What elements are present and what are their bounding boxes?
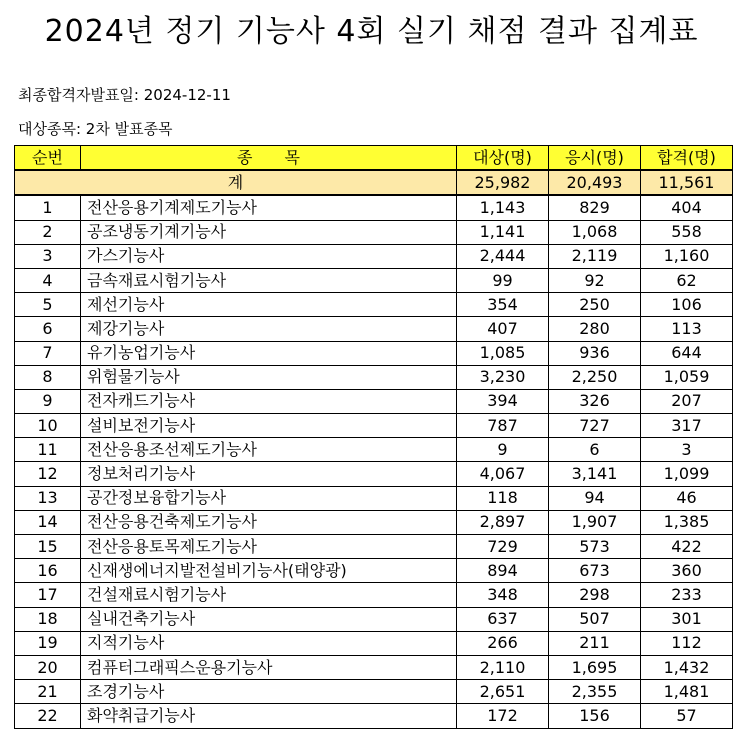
row-target: 394: [457, 389, 549, 413]
row-name: 화약취급기능사: [81, 704, 457, 728]
row-applied: 2,355: [549, 680, 641, 704]
row-passed: 113: [641, 317, 733, 341]
row-applied: 727: [549, 414, 641, 438]
row-name: 설비보전기능사: [81, 414, 457, 438]
row-applied: 673: [549, 559, 641, 583]
row-passed: 207: [641, 389, 733, 413]
row-passed: 1,099: [641, 462, 733, 486]
table-row: [15, 438, 733, 462]
table-row: [15, 607, 733, 631]
row-passed: 106: [641, 293, 733, 317]
row-target: 1,085: [457, 341, 549, 365]
row-no: 4: [15, 268, 81, 292]
table-row: [15, 195, 733, 220]
row-applied: 94: [549, 486, 641, 510]
row-name: 공조냉동기계기능사: [81, 220, 457, 244]
row-target: 4,067: [457, 462, 549, 486]
row-passed: 3: [641, 438, 733, 462]
row-target: 354: [457, 293, 549, 317]
total-applied: 20,493: [549, 170, 641, 195]
row-passed: 1,432: [641, 655, 733, 679]
row-applied: 2,250: [549, 365, 641, 389]
row-name: 제강기능사: [81, 317, 457, 341]
row-applied: 507: [549, 607, 641, 631]
row-passed: 57: [641, 704, 733, 728]
row-name: 전산응용건축제도기능사: [81, 510, 457, 534]
row-target: 637: [457, 607, 549, 631]
table-row: [15, 293, 733, 317]
total-passed: 11,561: [641, 170, 733, 195]
table-row: [15, 244, 733, 268]
row-applied: 573: [549, 535, 641, 559]
table-row: [15, 317, 733, 341]
page-title: 2024년 정기 기능사 4회 실기 채점 결과 집계표: [44, 14, 699, 49]
row-no: 2: [15, 220, 81, 244]
row-applied: 280: [549, 317, 641, 341]
row-name: 전산응용조선제도기능사: [81, 438, 457, 462]
row-target: 2,110: [457, 655, 549, 679]
row-name: 공간정보융합기능사: [81, 486, 457, 510]
row-no: 15: [15, 535, 81, 559]
row-applied: 250: [549, 293, 641, 317]
target-category: 대상종목: 2차 발표종목: [18, 120, 173, 138]
row-target: 2,897: [457, 510, 549, 534]
row-no: 8: [15, 365, 81, 389]
row-name: 전자캐드기능사: [81, 389, 457, 413]
table-row: [15, 583, 733, 607]
row-applied: 6: [549, 438, 641, 462]
row-passed: 317: [641, 414, 733, 438]
row-applied: 1,695: [549, 655, 641, 679]
row-target: 894: [457, 559, 549, 583]
row-name: 조경기능사: [81, 680, 457, 704]
total-label: 계: [15, 170, 457, 195]
announce-date: 최종합격자발표일: 2024-12-11: [18, 86, 231, 104]
row-no: 10: [15, 414, 81, 438]
row-target: 1,143: [457, 195, 549, 220]
row-passed: 1,385: [641, 510, 733, 534]
row-passed: 112: [641, 631, 733, 655]
row-passed: 558: [641, 220, 733, 244]
row-applied: 1,907: [549, 510, 641, 534]
row-name: 컴퓨터그래픽스운용기능사: [81, 655, 457, 679]
row-name: 전산응용기계제도기능사: [81, 195, 457, 220]
row-no: 1: [15, 195, 81, 220]
table-row: [15, 389, 733, 413]
column-header-applied: 응시(명): [549, 146, 641, 171]
table-row: [15, 559, 733, 583]
table-row: [15, 704, 733, 728]
row-target: 118: [457, 486, 549, 510]
row-applied: 3,141: [549, 462, 641, 486]
row-name: 위험물기능사: [81, 365, 457, 389]
row-name: 정보처리기능사: [81, 462, 457, 486]
row-passed: 1,059: [641, 365, 733, 389]
row-target: 2,444: [457, 244, 549, 268]
table-row: [15, 365, 733, 389]
row-target: 407: [457, 317, 549, 341]
total-target: 25,982: [457, 170, 549, 195]
row-passed: 62: [641, 268, 733, 292]
row-name: 지적기능사: [81, 631, 457, 655]
row-no: 16: [15, 559, 81, 583]
row-applied: 298: [549, 583, 641, 607]
row-no: 11: [15, 438, 81, 462]
row-no: 14: [15, 510, 81, 534]
table-row: [15, 414, 733, 438]
row-name: 신재생에너지발전설비기능사(태양광): [81, 559, 457, 583]
row-passed: 1,160: [641, 244, 733, 268]
results-table: [14, 145, 733, 729]
row-no: 18: [15, 607, 81, 631]
row-target: 729: [457, 535, 549, 559]
column-header-name: 종 목: [81, 146, 457, 171]
row-target: 1,141: [457, 220, 549, 244]
row-applied: 326: [549, 389, 641, 413]
table-row: [15, 655, 733, 679]
row-name: 건설재료시험기능사: [81, 583, 457, 607]
table-row: [15, 680, 733, 704]
table-row: [15, 268, 733, 292]
row-passed: 301: [641, 607, 733, 631]
table-row: [15, 462, 733, 486]
row-passed: 644: [641, 341, 733, 365]
header-row: [15, 146, 733, 171]
row-target: 3,230: [457, 365, 549, 389]
row-applied: 211: [549, 631, 641, 655]
total-row: [15, 170, 733, 195]
row-name: 유기농업기능사: [81, 341, 457, 365]
table-row: [15, 510, 733, 534]
row-no: 12: [15, 462, 81, 486]
row-no: 6: [15, 317, 81, 341]
table-row: [15, 220, 733, 244]
row-no: 7: [15, 341, 81, 365]
row-passed: 233: [641, 583, 733, 607]
table-row: [15, 486, 733, 510]
row-applied: 829: [549, 195, 641, 220]
row-name: 실내건축기능사: [81, 607, 457, 631]
row-no: 20: [15, 655, 81, 679]
row-no: 9: [15, 389, 81, 413]
row-passed: 360: [641, 559, 733, 583]
column-header-target: 대상(명): [457, 146, 549, 171]
row-name: 금속재료시험기능사: [81, 268, 457, 292]
row-passed: 1,481: [641, 680, 733, 704]
row-passed: 404: [641, 195, 733, 220]
row-target: 787: [457, 414, 549, 438]
row-applied: 156: [549, 704, 641, 728]
table-row: [15, 535, 733, 559]
row-target: 266: [457, 631, 549, 655]
row-target: 348: [457, 583, 549, 607]
row-target: 99: [457, 268, 549, 292]
table-row: [15, 341, 733, 365]
row-no: 17: [15, 583, 81, 607]
row-passed: 422: [641, 535, 733, 559]
row-no: 3: [15, 244, 81, 268]
table-row: [15, 631, 733, 655]
row-target: 2,651: [457, 680, 549, 704]
row-name: 가스기능사: [81, 244, 457, 268]
row-passed: 46: [641, 486, 733, 510]
row-no: 13: [15, 486, 81, 510]
column-header-no: 순번: [15, 146, 81, 171]
row-no: 19: [15, 631, 81, 655]
row-no: 22: [15, 704, 81, 728]
row-target: 9: [457, 438, 549, 462]
row-applied: 936: [549, 341, 641, 365]
row-name: 전산응용토목제도기능사: [81, 535, 457, 559]
row-applied: 1,068: [549, 220, 641, 244]
row-applied: 2,119: [549, 244, 641, 268]
column-header-passed: 합격(명): [641, 146, 733, 171]
row-target: 172: [457, 704, 549, 728]
row-no: 5: [15, 293, 81, 317]
row-no: 21: [15, 680, 81, 704]
row-applied: 92: [549, 268, 641, 292]
row-name: 제선기능사: [81, 293, 457, 317]
